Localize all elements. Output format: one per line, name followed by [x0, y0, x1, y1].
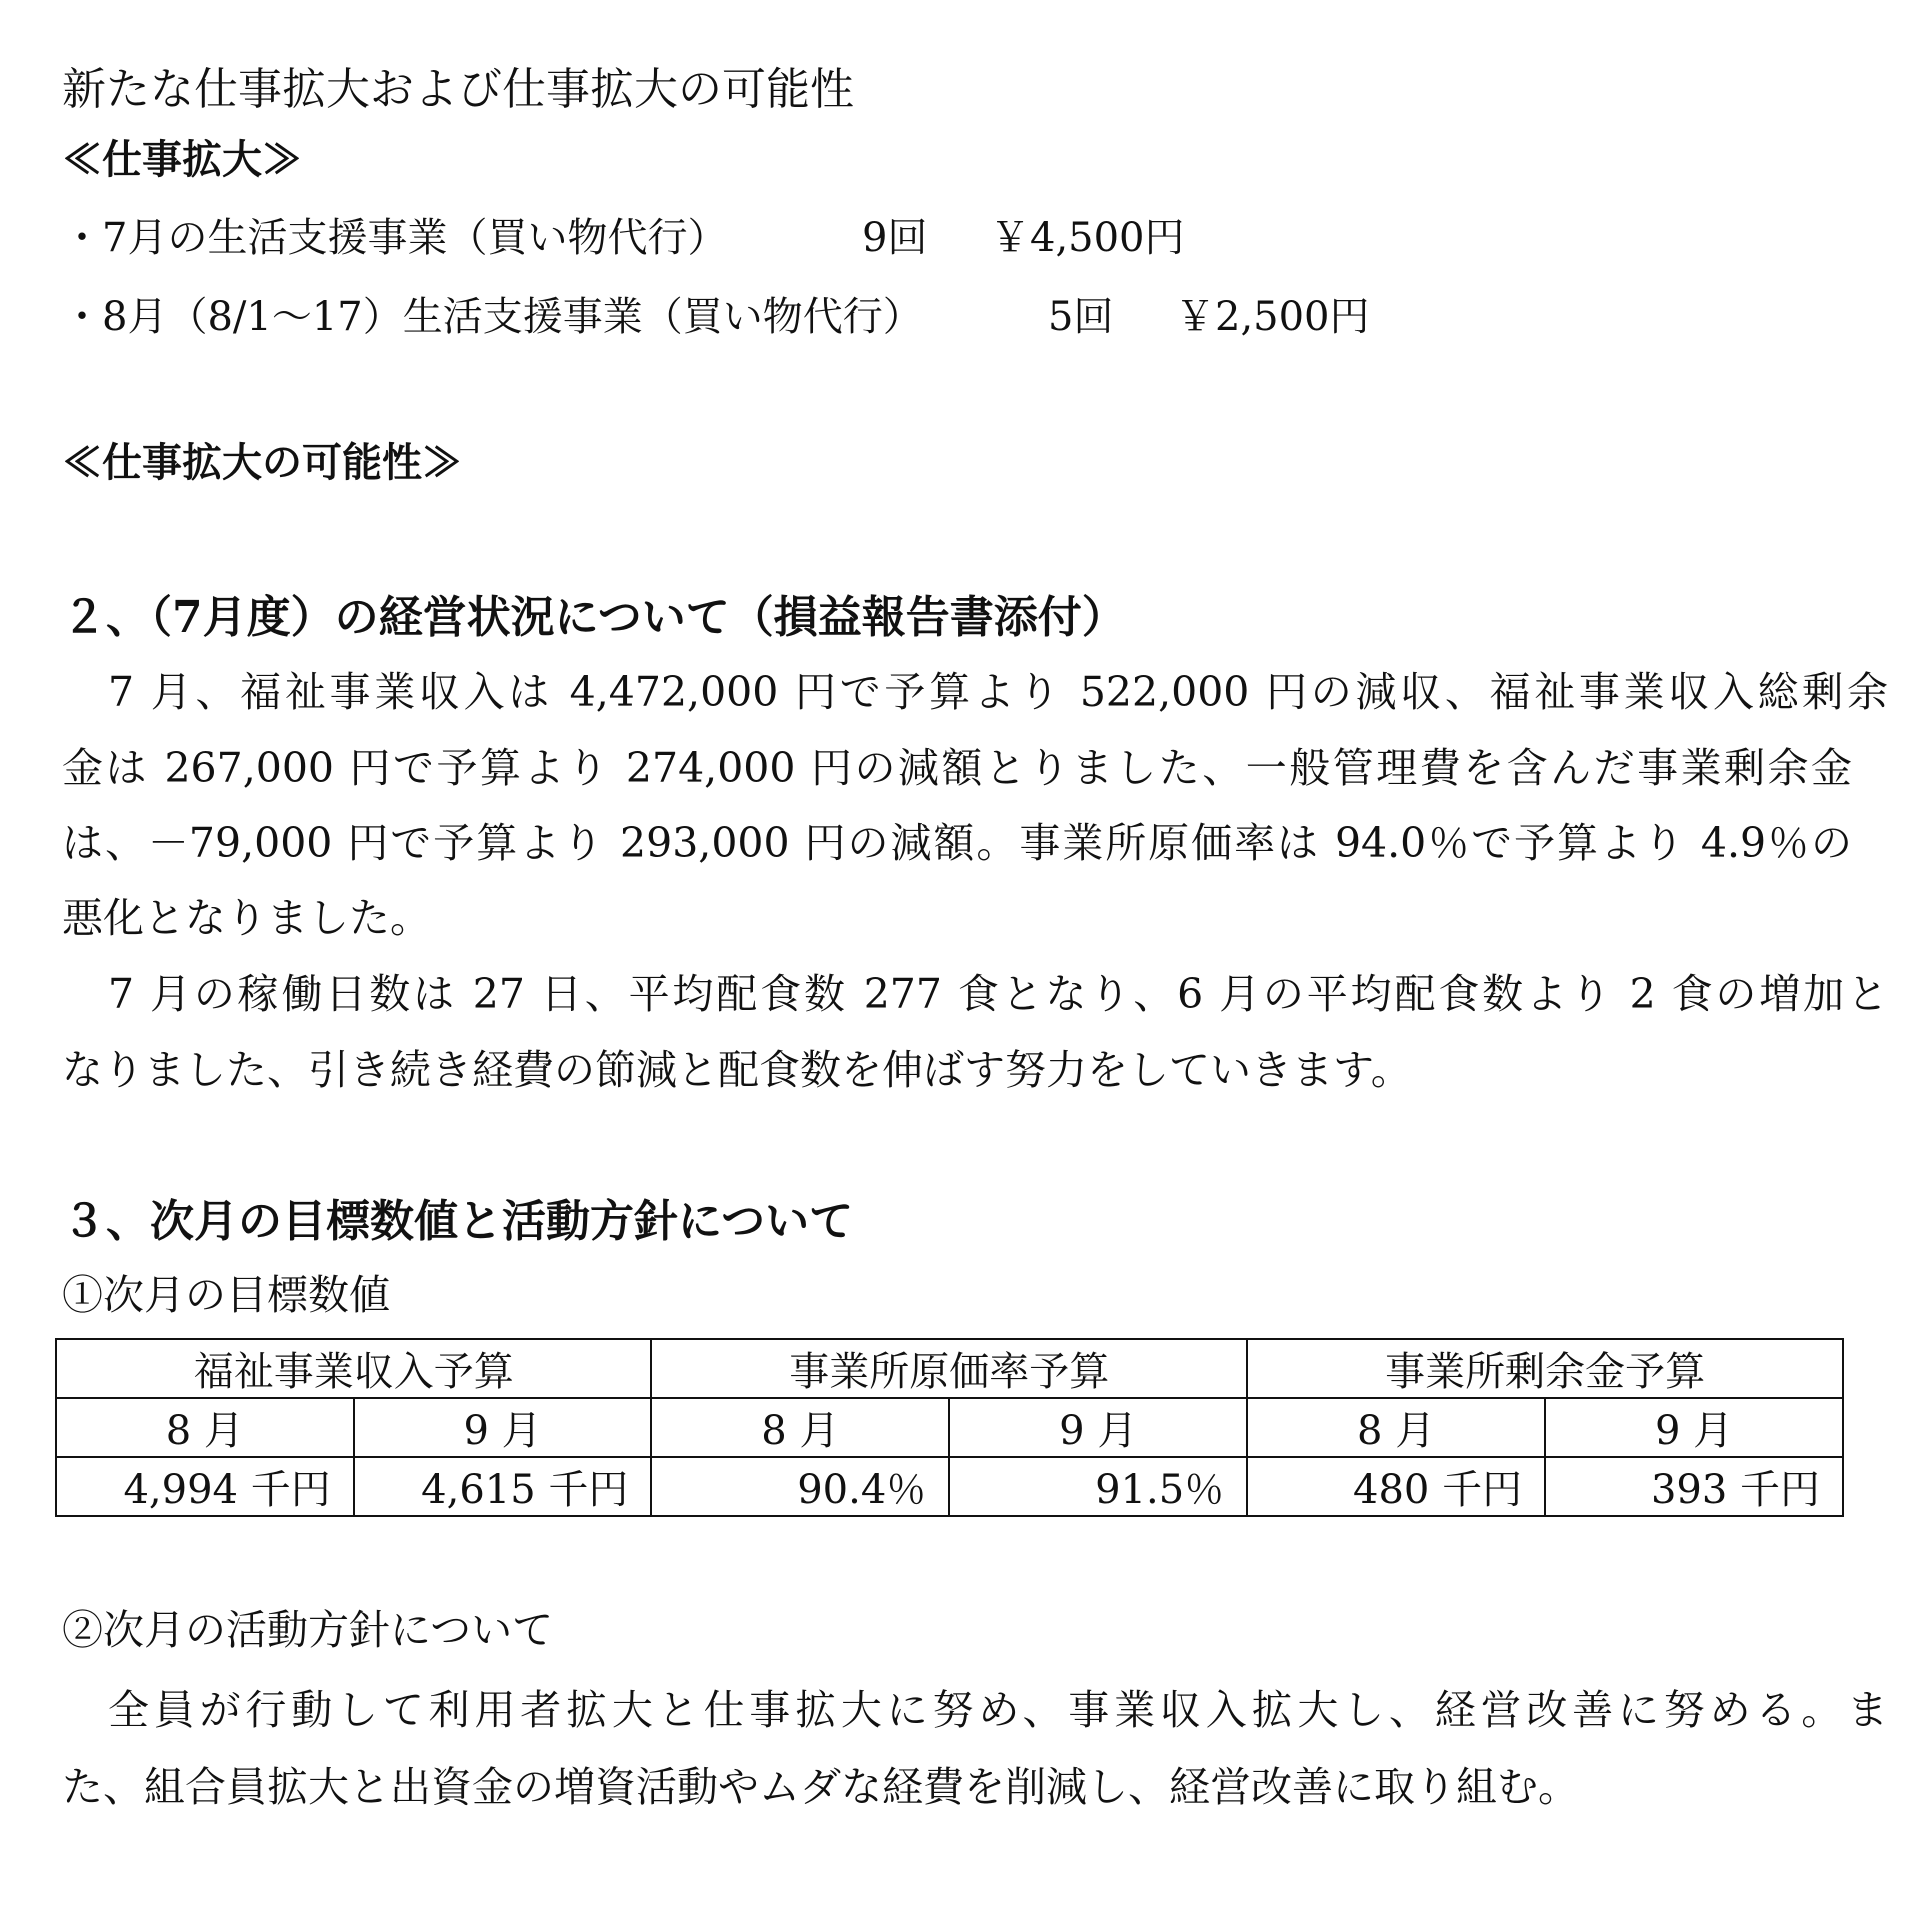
month-header-cell: 8 月	[1247, 1398, 1545, 1457]
target-figures-subheading: ①次月の目標数値	[62, 1271, 390, 1319]
target-figures-table	[55, 1338, 1844, 1517]
document-title: 新たな仕事拡大および仕事拡大の可能性	[62, 64, 854, 115]
table-row	[56, 1398, 1843, 1457]
expansion-item-amount: ￥2,500円	[1175, 294, 1370, 340]
table-row	[56, 1457, 1843, 1516]
value-cell: 393 千円	[1545, 1457, 1843, 1516]
expansion-item-text: ・7月の生活支援事業（買い物代行）	[62, 215, 728, 261]
value-cell: 90.4％	[651, 1457, 949, 1516]
month-header-cell: 8 月	[651, 1398, 949, 1457]
group-header-cell: 事業所剰余金予算	[1247, 1339, 1843, 1398]
value-cell: 4,615 千円	[354, 1457, 652, 1516]
table-row	[56, 1339, 1843, 1398]
expansion-item-count: 5回	[1048, 294, 1114, 340]
month-header-cell: 9 月	[354, 1398, 652, 1457]
paragraph-line: 全員が行動して利用者拡大と仕事拡大に努め、事業収入拡大し、経営改善に努める。ま	[108, 1686, 1888, 1734]
month-header-cell: 8 月	[56, 1398, 354, 1457]
expansion-item-text: ・8月（8/1～17）生活支援事業（買い物代行）	[62, 294, 923, 340]
paragraph-line: 7 月の稼働日数は 27 日、平均配食数 277 食となり、6 月の平均配食数より 2 食の増加と	[108, 970, 1888, 1018]
section3-heading: ３、次月の目標数値と活動方針について	[62, 1196, 854, 1247]
month-header-cell: 9 月	[949, 1398, 1247, 1457]
paragraph-line: なりました、引き続き経費の節減と配食数を伸ばす努力をしていきます。	[62, 1046, 1412, 1094]
expansion-item-count: 9回	[862, 215, 928, 261]
month-header-cell: 9 月	[1545, 1398, 1843, 1457]
paragraph-line: は、－79,000 円で予算より 293,000 円の減額。事業所原価率は 94.0％で予算より 4.9％の	[62, 819, 1852, 867]
possibility-heading: ≪仕事拡大の可能性≫	[62, 439, 462, 486]
paragraph-line: 悪化となりました。	[62, 894, 431, 942]
section2-heading: ２、（7月度）の経営状況について（損益報告書添付）	[62, 592, 1126, 643]
activity-policy-subheading: ②次月の活動方針について	[62, 1606, 554, 1654]
value-cell: 91.5％	[949, 1457, 1247, 1516]
paragraph-line: た、組合員拡大と出資金の増資活動やムダな経費を削減し、経営改善に取り組む。	[62, 1763, 1579, 1811]
paragraph-line: 金は 267,000 円で予算より 274,000 円の減額とりました、一般管理費を含んだ事業剰余金	[62, 744, 1852, 792]
expansion-item-amount: ￥4,500円	[990, 215, 1185, 261]
group-header-cell: 事業所原価率予算	[651, 1339, 1247, 1398]
paragraph-line: 7 月、福祉事業収入は 4,472,000 円で予算より 522,000 円の減収、福祉事業収入総剰余	[108, 668, 1888, 716]
value-cell: 4,994 千円	[56, 1457, 354, 1516]
value-cell: 480 千円	[1247, 1457, 1545, 1516]
expansion-heading: ≪仕事拡大≫	[62, 136, 302, 183]
group-header-cell: 福祉事業収入予算	[56, 1339, 651, 1398]
